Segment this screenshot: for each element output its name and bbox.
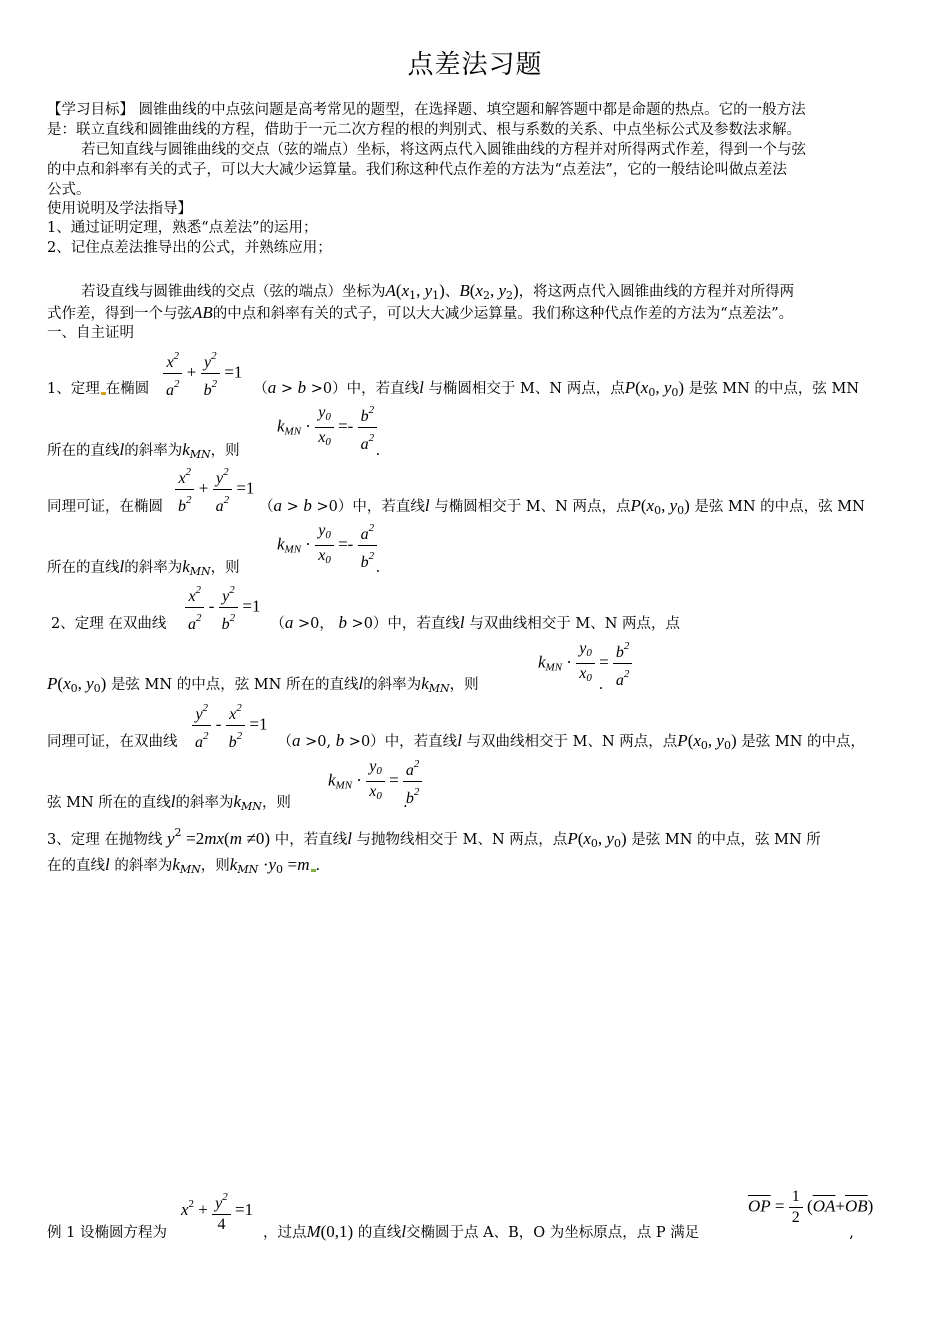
thm2-line: 同理可证，在双曲线 （a >0, b >0）中，若直线l 与双曲线相交于 M、N 两点，点$P(x_0$, $y_0$) 是弦 MN 的中点， xyxy=(47,731,865,752)
thm3-line: 3、定理 在抛物线 $y^2 =2mx(m \ne 0)$ 中，若直线l 与抛物线相交于 M、N 两点，点$P(x_0$, $y_0$) 是弦 MN 的中点，弦 MN 所 xyxy=(47,826,821,850)
intro-line: 【学习目标】 圆锥曲线的中点弦问题是高考常见的题型，在选择题、填空题和解答题中都是命题的热点。它的一般方法 xyxy=(47,102,806,118)
thm2-line: 弦 MN 所在的直线l的斜率为$k_{MN}$，则 . xyxy=(47,792,408,813)
page-title: 点差法习题 xyxy=(407,50,543,80)
thm2-line: $P(x_0$, $y_0$) 是弦 MN 的中点，弦 MN 所在的直线l的斜率为$k_{MN}$，则 . xyxy=(47,674,604,695)
thm1-line: 1、定理 在椭圆 （a > b >0）中，若直线l 与椭圆相交于 M、N 两点，点$P(x_0$, $y_0$) 是弦 MN 的中点，弦 MN xyxy=(47,378,860,399)
para3-line: 式作差，得到一个与弦AB的中点和斜率有关的式子，可以大大减少运算量。我们称这种代点作差的方法为“点差法”。 xyxy=(47,303,794,322)
intro-line: 若已知直线与圆锥曲线的交点（弦的端点）坐标，将这两点代入圆锥曲线的方程并对所得两式作差，得到一个与弦 xyxy=(81,142,806,158)
example1-ellipse: $x^2$ + $\frac{y^2}{4}$ =1 xyxy=(181,1187,253,1235)
thm1-line: 所在的直线l的斜率为$k_{MN}$，则 . xyxy=(47,440,381,461)
guide-item: 1、通过证明定理，熟悉“点差法”的运用； xyxy=(47,220,318,236)
guide-item: 2、记住点差法推导出的公式，并熟练应用； xyxy=(47,240,332,256)
example1-line: 例 1 设椭圆方程为 ，过点M(0,1) 的直线l交椭圆于点 A、B，O 为坐标原点，点 P 满足 , xyxy=(47,1222,854,1241)
para3-text: 若设直线与圆锥曲线的交点（弦的端点）坐标为 xyxy=(81,284,386,300)
point-a-formula: A xyxy=(385,281,396,300)
intro-line: 公式。 xyxy=(47,182,91,198)
ellipse-slope-formula: $k_{MN}$ · $\frac{y_0}{x_0}$ =- $\frac{b^2}{a^2}$ xyxy=(277,400,377,455)
para3-text: 的中点和斜率有关的式子，可以大大减少运算量。我们称这种代点作差的方法为“点差法”。 xyxy=(212,306,794,322)
hyperbola-slope-formula: $k_{MN}$ · $\frac{y_0}{x_0}$ = $\frac{b^2}{a^2}$ xyxy=(538,636,632,691)
ellipse-equation: $\frac{x^2}{a^2}$ + $\frac{y^2}{b^2}$ =1 xyxy=(163,346,242,401)
thm2-line: 2、定理 在双曲线 （a >0， b >0）中，若直线l 与双曲线相交于 M、N 两点，点 xyxy=(51,613,681,632)
hyperbola-equation: $\frac{x^2}{a^2}$ - $\frac{y^2}{b^2}$ =1 xyxy=(185,580,261,635)
ellipse2-slope-formula: $k_{MN}$ · $\frac{y_0}{x_0}$ =- $\frac{a^2}{b^2}$ xyxy=(277,518,377,573)
ellipse2-equation: $\frac{x^2}{b^2}$ + $\frac{y^2}{a^2}$ =1 xyxy=(175,462,254,517)
para3-line: 若设直线与圆锥曲线的交点（弦的端点）坐标为$A(x_1$, $y_1$)、$B(x_2$, $y_2$)，将这两点代入圆锥曲线的方程并对所得两 xyxy=(81,281,795,302)
section-heading: 一、自主证明 xyxy=(47,325,134,341)
guide-heading: 使用说明及学法指导】 xyxy=(47,201,192,217)
thm3-line: 在的直线l 的斜率为$k_{MN}$，则$k_{MN} \cdot y_0 =m$ . xyxy=(47,855,321,876)
thm1-line: 同理可证，在椭圆 （a > b >0）中，若直线l 与椭圆相交于 M、N 两点，点$P(x_0$, $y_0$) 是弦 MN 的中点，弦 MN xyxy=(47,496,865,517)
para3-text: ，将这两点代入圆锥曲线的方程并对所得两 xyxy=(518,284,795,300)
example1-vector-formula: $\overline{OP}$ = $\frac{1}{2}$ $(\overline{OA}+\overline{OB})$ xyxy=(748,1188,874,1226)
para3-text: 式作差，得到一个与弦 xyxy=(47,306,192,322)
thm1-line: 所在的直线l的斜率为$k_{MN}$，则 . xyxy=(47,557,381,578)
hyperbola2-equation: $\frac{y^2}{a^2}$ - $\frac{x^2}{b^2}$ =1 xyxy=(192,698,268,753)
hyperbola2-slope-formula: $k_{MN}$ · $\frac{y_0}{x_0}$ = $\frac{a^2}{b^2}$ xyxy=(328,754,422,809)
intro-line: 是：联立直线和圆锥曲线的方程，借助于一元二次方程的根的判别式、根与系数的关系、中点坐标公式及参数法求解。 xyxy=(47,122,801,138)
intro-line: 的中点和斜率有关的式子，可以大大减少运算量。我们称这种代点作差的方法为“点差法”，它的一般结论叫做点差法 xyxy=(47,162,787,178)
